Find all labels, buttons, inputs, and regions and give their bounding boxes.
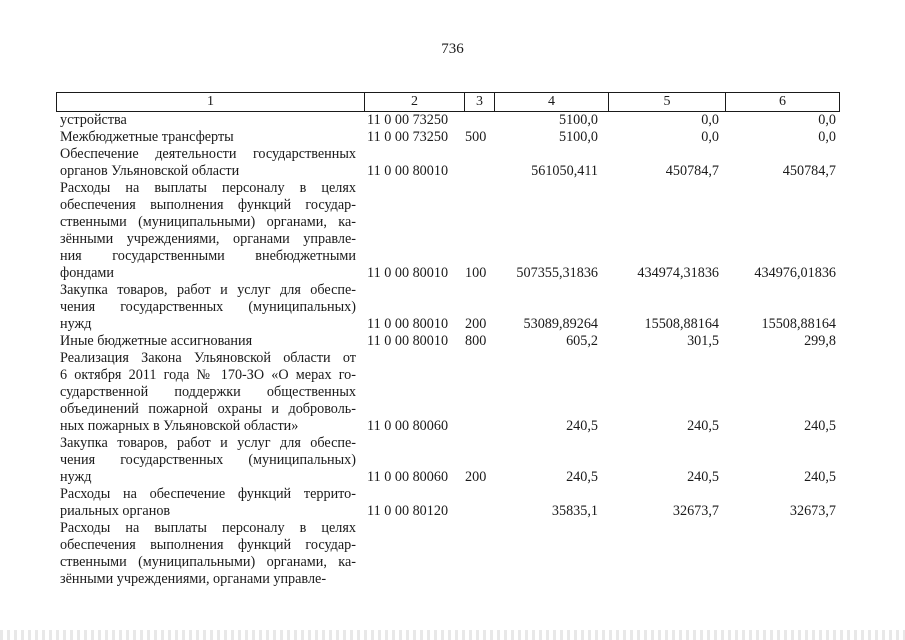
row-target-code: 11 0 00 80010 <box>367 163 449 179</box>
row-expense-type <box>465 163 495 180</box>
row-value-col5: 0,0 <box>701 129 719 145</box>
row-value-col4: 35835,1 <box>551 503 598 519</box>
row-value-col6: 0,0 <box>818 129 836 145</box>
row-value-col4: 240,5 <box>566 418 598 434</box>
row-value-col5: 434974,31836 <box>637 265 719 281</box>
description-line: чения государственных (муниципальных) <box>60 299 356 315</box>
description-line: чения государственных (муниципальных) <box>60 452 356 468</box>
row-value-col5: 301,5 <box>687 333 719 349</box>
description-line: ных пожарных в Ульяновской области» <box>60 418 299 434</box>
row-value-col5: 450784,7 <box>665 163 719 179</box>
row-target-code <box>367 571 467 588</box>
row-target-code: 11 0 00 80060 <box>367 418 449 434</box>
description-line: Иные бюджетные ассигнования <box>60 333 253 349</box>
row-target-code: 11 0 00 80010 <box>367 265 449 281</box>
description-line: ственными (муниципальными) органами, ка- <box>60 214 356 230</box>
row-value-col4: 605,2 <box>566 333 598 349</box>
row-target-code: 11 0 00 80120 <box>367 503 449 519</box>
description-line: Расходы на обеспечение функций террито- <box>60 486 356 502</box>
header-col-6: 6 <box>725 93 839 111</box>
description-line: Закупка товаров, работ и услуг для обеспе- <box>60 435 356 451</box>
table-row <box>56 282 840 333</box>
row-description <box>60 486 356 520</box>
table-row <box>56 129 840 146</box>
row-value-col6: 0,0 <box>818 112 836 128</box>
row-value-col5: 240,5 <box>687 418 719 434</box>
row-target-code: 11 0 00 80010 <box>367 333 449 349</box>
row-value-col4 <box>496 571 598 588</box>
row-expense-type <box>465 418 495 435</box>
row-expense-type: 500 <box>465 129 487 145</box>
description-line: Межбюджетные трансферты <box>60 129 234 145</box>
row-value-col6: 240,5 <box>804 469 836 485</box>
row-expense-type: 100 <box>465 265 487 281</box>
description-line: Реализация Закона Ульяновской области от <box>60 350 356 366</box>
table-row <box>56 486 840 520</box>
table-row <box>56 333 840 350</box>
row-description <box>60 520 356 588</box>
table-row <box>56 146 840 180</box>
row-value-col5: 32673,7 <box>672 503 719 519</box>
description-line: Закупка товаров, работ и услуг для обеспе- <box>60 282 356 298</box>
row-value-col5 <box>609 571 719 588</box>
row-value-col4: 5100,0 <box>558 112 598 128</box>
header-col-5: 5 <box>608 93 725 111</box>
budget-table <box>56 92 840 588</box>
row-description <box>60 180 356 282</box>
table-row <box>56 180 840 282</box>
description-line: нужд <box>60 316 92 332</box>
description-line: сударственной поддержки общественных <box>60 384 356 400</box>
table-row <box>56 112 840 129</box>
row-description <box>60 333 356 350</box>
row-value-col4: 507355,31836 <box>516 265 598 281</box>
description-line: зёнными учреждениями, органами управле- <box>60 571 327 587</box>
row-value-col6: 15508,88164 <box>761 316 836 332</box>
row-value-col4: 5100,0 <box>558 129 598 145</box>
description-line: объединений пожарной охраны и доброволь- <box>60 401 356 417</box>
description-line: устройства <box>60 112 127 128</box>
table-row <box>56 435 840 486</box>
description-line: ственными (муниципальными) органами, ка- <box>60 554 356 570</box>
row-expense-type <box>465 571 495 588</box>
header-col-1: 1 <box>207 94 214 109</box>
description-line: органов Ульяновской области <box>60 163 240 179</box>
row-expense-type: 200 <box>465 316 487 332</box>
row-value-col5: 240,5 <box>687 469 719 485</box>
row-value-col6: 32673,7 <box>789 503 836 519</box>
row-value-col5: 15508,88164 <box>644 316 719 332</box>
description-line: ния государственными внебюджетными <box>60 248 356 264</box>
row-description <box>60 350 356 435</box>
row-description <box>60 146 356 180</box>
row-value-col4: 561050,411 <box>531 163 598 179</box>
row-expense-type: 800 <box>465 333 487 349</box>
row-value-col4: 53089,89264 <box>523 316 598 332</box>
table-row <box>56 350 840 435</box>
row-description <box>60 112 356 129</box>
table-body <box>56 112 840 588</box>
description-line: Расходы на выплаты персоналу в целях <box>60 520 356 536</box>
description-line: Расходы на выплаты персоналу в целях <box>60 180 356 196</box>
description-line: 6 октября 2011 года № 170-ЗО «О мерах го- <box>60 367 356 383</box>
description-line: обеспечения выполнения функций государ- <box>60 537 356 553</box>
row-description <box>60 435 356 486</box>
description-line: риальных органов <box>60 503 171 519</box>
row-value-col6: 299,8 <box>804 333 836 349</box>
row-value-col6: 450784,7 <box>782 163 836 179</box>
page-number: 736 <box>441 41 464 57</box>
row-target-code: 11 0 00 80010 <box>367 316 449 332</box>
row-value-col5: 0,0 <box>701 112 719 128</box>
scan-edge-artifact <box>0 630 905 640</box>
row-expense-type <box>465 503 495 520</box>
row-value-col4: 240,5 <box>566 469 598 485</box>
row-value-col6: 240,5 <box>804 418 836 434</box>
row-description <box>60 282 356 333</box>
header-col-4: 4 <box>494 93 608 111</box>
description-line: фондами <box>60 265 114 281</box>
row-description <box>60 129 356 146</box>
header-col-2: 2 <box>364 93 464 111</box>
row-expense-type <box>465 112 495 129</box>
header-col-3: 3 <box>464 93 494 111</box>
row-target-code: 11 0 00 80060 <box>367 469 449 485</box>
row-value-col6: 434976,01836 <box>754 265 836 281</box>
row-target-code: 11 0 00 73250 <box>367 129 449 145</box>
table-header <box>56 92 840 112</box>
description-line: Обеспечение деятельности государственных <box>60 146 356 162</box>
description-line: нужд <box>60 469 92 485</box>
row-expense-type: 200 <box>465 469 487 485</box>
row-value-col6 <box>726 571 836 588</box>
table-row <box>56 520 840 588</box>
description-line: зёнными учреждениями, органами управле- <box>60 231 356 247</box>
description-line: обеспечения выполнения функций государ- <box>60 197 356 213</box>
row-target-code: 11 0 00 73250 <box>367 112 449 128</box>
